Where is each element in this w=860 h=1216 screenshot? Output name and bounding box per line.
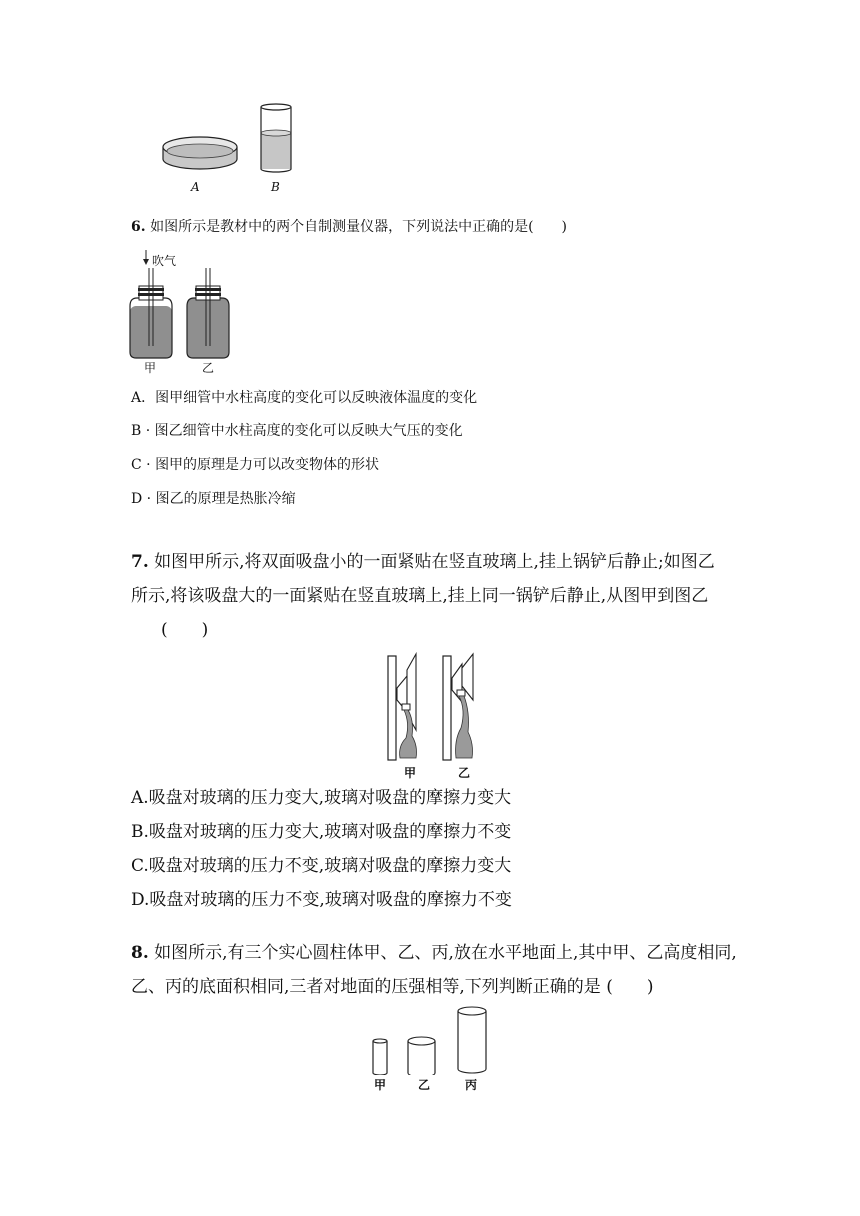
blow-arrow-icon [143,250,149,265]
q7-number: 7. [131,552,149,572]
cylinder-yi [408,1037,435,1075]
q6-option-c: C · 图甲的原理是力可以改变物体的形状 [131,457,380,473]
q6-option-d: D · 图乙的原理是热胀冷缩 [131,491,296,507]
q6-option-b: B · 图乙细管中水柱高度的变化可以反映大气压的变化 [131,423,463,439]
bottle-yi [187,268,229,358]
cylinder-jia [373,1039,387,1075]
q7-option-a: A.吸盘对玻璃的压力变大,玻璃对吸盘的摩擦力变大 [131,788,512,808]
figure-bottles [125,248,240,360]
containers-drawing [155,95,305,200]
label-a: A [191,180,200,194]
suction-jia [388,654,417,760]
q6-label-yi: 乙 [202,361,215,375]
q7-label-jia: 甲 [404,766,417,780]
cylinder-bing [458,1007,486,1073]
q8-number: 8. [131,943,149,963]
q7-option-b: B.吸盘对玻璃的压力变大,玻璃对吸盘的摩擦力不变 [131,822,512,842]
figure-suction-cups [380,648,485,763]
q7-stem-line2: 所示,将该吸盘大的一面紧贴在竖直玻璃上,挂上同一锅铲后静止,从图甲到图乙 [131,586,709,606]
q8-stem-line2: 乙、丙的底面积相同,三者对地面的压强相等,下列判断正确的是 ( ) [131,977,654,997]
q7-stem-text-1: 如图甲所示,将双面吸盘小的一面紧贴在竖直玻璃上,挂上锅铲后静止;如图乙 [154,552,715,572]
q6-stem [131,218,567,236]
q8-stem-line1 [131,942,737,964]
q6-blow-label: 吹气 [152,254,177,268]
q7-label-yi: 乙 [458,766,471,780]
q6-label-jia: 甲 [144,361,157,375]
q6-number: 6. [131,219,146,235]
suction-cups-drawing [380,648,485,763]
q7-option-c: C.吸盘对玻璃的压力不变,玻璃对吸盘的摩擦力变大 [131,856,512,876]
q8-label-yi: 乙 [418,1078,431,1092]
figure-cylinders [365,1005,495,1075]
q8-stem-text-1: 如图所示,有三个实心圆柱体甲、乙、丙,放在水平地面上,其中甲、乙高度相同, [154,943,737,963]
cylinder-b [261,104,291,172]
q8-label-jia: 甲 [374,1078,387,1092]
bottles-drawing [125,248,240,360]
figure-containers-a-b [155,95,305,200]
q6-option-a: A．图甲细管中水柱高度的变化可以反映液体温度的变化 [131,390,478,406]
q7-stem-line3: ( ) [161,620,209,640]
q7-stem-line1 [131,551,715,573]
bottle-jia [130,268,172,358]
label-b: B [271,180,280,194]
q8-label-bing: 丙 [465,1078,478,1092]
cylinders-drawing [365,1005,495,1075]
dish-a [163,137,237,169]
q6-stem-text: 如图所示是教材中的两个自制测量仪器，下列说法中正确的是( ) [150,219,568,235]
q7-option-d: D.吸盘对玻璃的压力不变,玻璃对吸盘的摩擦力不变 [131,890,512,910]
suction-yi [443,654,473,760]
